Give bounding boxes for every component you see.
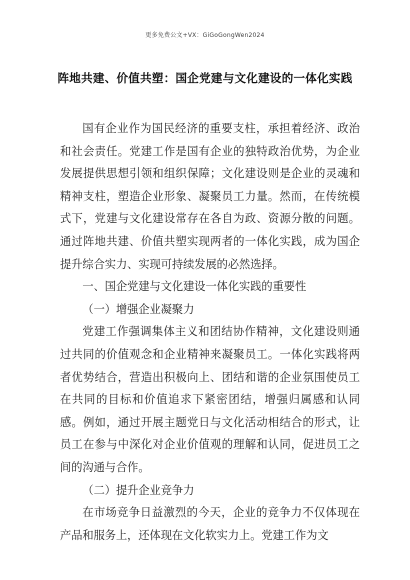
header-note: 更多免费公文+VX：GiGoGongWen2024 bbox=[145, 32, 265, 39]
intro-paragraph: 国有企业作为国民经济的重要支柱，承担着经济、政治和社会责任。党建工作是国有企业的独特政治优势，为企业发展提供思想引领和组织保障；文化建设则是企业的灵魂和精神支柱，塑造企业形象、凝聚员工力量。然而，在传统模式下，党建与文化建设常存在各自为政、资源分散的问题。通过阵地共建、价值共塑实现两者的一体化实践，成为国企提升综合实力、实现可持续发展的必然选择。 bbox=[60, 122, 360, 271]
subsection-paragraph-2: 在市场竞争日益激烈的今天，企业的竞争力不仅体现在产品和服务上，还体现在文化软实力上。党建工作为文 bbox=[60, 506, 360, 542]
subsection-paragraph-1: 党建工作强调集体主义和团结协作精神，文化建设则通过共同的价值观念和企业精神来凝聚员工。一体化实践将两者优势结合，营造出积极向上、团结和谐的企业氛围使员工在共同的目标和价值追求下紧密团结，增强归属感和认同感。例如，通过开展主题党日与文化活动相结合的形式，让员工在参与中深化对企业价值观的理解和认同，促进员工之间的沟通与合作。 bbox=[60, 325, 360, 474]
document-title: 阵地共建、价值共塑：国企党建与文化建设的一体化实践 bbox=[57, 71, 353, 85]
document-body bbox=[60, 118, 360, 547]
section-heading-1: 一、国企党建与文化建设一体化实践的重要性 bbox=[82, 280, 307, 294]
subsection-heading-2: （二）提升企业竞争力 bbox=[82, 483, 195, 497]
subsection-heading-1: （一）增强企业凝聚力 bbox=[82, 302, 195, 316]
